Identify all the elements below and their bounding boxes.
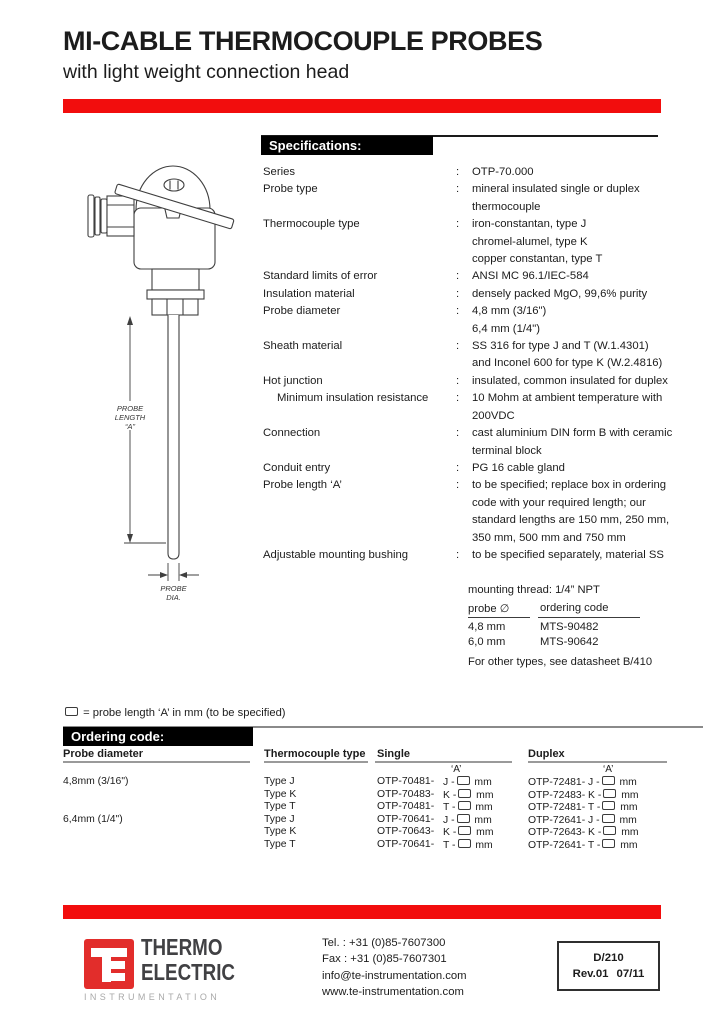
spec-colon: : xyxy=(456,479,460,492)
ordering-col-duplex: Duplex xyxy=(528,748,565,760)
spec-row xyxy=(263,338,671,373)
spec-label: Probe diameter xyxy=(263,305,341,318)
spec-row xyxy=(263,286,671,303)
cell-thermocouple-type: Type T xyxy=(264,801,296,813)
mounting-bushing-block xyxy=(468,584,693,668)
length-box-icon xyxy=(602,814,615,823)
ordering-row xyxy=(63,839,669,852)
length-box-icon xyxy=(457,776,470,785)
spec-label: Conduit entry xyxy=(263,461,331,474)
mounting-row xyxy=(468,621,693,636)
spec-value-line: to be specified; replace box in ordering xyxy=(472,479,667,492)
mounting-footnote: For other types, see datasheet B/410 xyxy=(468,656,653,668)
spec-value-line: and Inconel 600 for type K (W.2.4816) xyxy=(472,357,663,370)
spec-value xyxy=(472,547,671,564)
doc-code: D/210 xyxy=(593,952,624,964)
company-name-line1: THERMO xyxy=(141,934,223,960)
spec-value xyxy=(472,268,671,285)
spec-row xyxy=(263,303,671,338)
cell-thermocouple-type: Type J xyxy=(264,776,295,787)
length-label xyxy=(115,404,146,431)
svg-text:DIA.: DIA. xyxy=(166,593,181,602)
ordering-col-probe-diameter: Probe diameter xyxy=(63,748,144,760)
company-tagline: INSTRUMENTATION xyxy=(84,992,221,1002)
spec-value-line: 4,8 mm (3/16") xyxy=(472,305,547,318)
dia-dimension xyxy=(148,563,199,581)
length-box-icon xyxy=(602,801,615,810)
top-accent-bar xyxy=(63,99,661,113)
spec-value-line: ANSI MC 96.1/IEC-584 xyxy=(472,270,589,283)
mounting-col-ordering-code: ordering code xyxy=(540,602,609,614)
spec-value-line: 350 mm, 500 mm and 750 mm xyxy=(472,531,626,544)
spec-value xyxy=(472,216,671,268)
mounting-table-rows xyxy=(468,621,693,650)
cell-single-code: OTP-70641- xyxy=(377,839,435,850)
contact-website[interactable]: www.te-instrumentation.com xyxy=(322,986,464,999)
spec-value-line: terminal block xyxy=(472,444,542,457)
spec-value-line: thermocouple xyxy=(472,200,541,213)
spec-value-line: chromel-alumel, type K xyxy=(472,235,588,248)
mounting-ordering-code: MTS-90482 xyxy=(540,621,599,633)
cell-single-code: OTP-70481- xyxy=(377,801,435,813)
spec-colon: : xyxy=(456,374,460,387)
spec-value-line: 10 Mohm at ambient temperature with xyxy=(472,392,663,405)
spec-colon: : xyxy=(456,548,460,561)
dia-label xyxy=(160,584,187,602)
collar xyxy=(147,290,204,299)
cell-thermocouple-type: Type J xyxy=(264,813,295,825)
mounting-row xyxy=(468,636,693,651)
mounting-col-probe-dia: probe ∅ xyxy=(468,603,510,615)
te-monogram-icon xyxy=(84,939,134,989)
spec-label: Adjustable mounting bushing xyxy=(263,548,409,561)
duplex-a-label: ‘A’ xyxy=(603,764,614,775)
spec-colon: : xyxy=(456,166,460,178)
col-rule xyxy=(264,761,368,763)
length-box-icon xyxy=(458,801,471,810)
length-box-icon xyxy=(65,707,78,716)
neck xyxy=(152,269,199,290)
gland-body xyxy=(107,196,134,236)
cell-probe-diameter: 6,4mm (1/4") xyxy=(63,813,123,825)
spec-label: Sheath material xyxy=(263,340,343,353)
spec-label: Minimum insulation resistance xyxy=(277,392,429,405)
cell-single-suffix: T - mm xyxy=(443,802,493,814)
ordering-row xyxy=(63,814,669,827)
spec-label: Series xyxy=(263,166,296,178)
spec-row xyxy=(263,164,671,181)
spec-value xyxy=(472,286,671,303)
ordering-col-single: Single xyxy=(377,748,411,760)
svg-text:PROBE: PROBE xyxy=(160,584,187,593)
length-box-icon xyxy=(458,826,471,835)
spec-value-line: OTP-70.000 xyxy=(472,166,534,178)
spec-value-line: densely packed MgO, 99,6% purity xyxy=(472,287,648,300)
company-name xyxy=(141,935,235,985)
spec-row xyxy=(263,390,671,425)
cell-single-code: OTP-70483- xyxy=(377,788,435,800)
spec-row xyxy=(263,268,671,285)
cell-thermocouple-type: Type K xyxy=(264,826,297,838)
specifications-header-bar: Specifications: xyxy=(261,136,433,155)
bottom-accent-bar xyxy=(63,905,661,919)
spec-value xyxy=(472,390,671,425)
spec-colon: : xyxy=(456,392,460,405)
spec-colon: : xyxy=(456,461,460,474)
svg-text:PROBE: PROBE xyxy=(116,404,144,413)
spec-value xyxy=(472,181,671,216)
mounting-thread-title: mounting thread: 1/4” NPT xyxy=(468,584,600,596)
spec-colon: : xyxy=(456,305,460,318)
gland-ridge xyxy=(95,197,100,235)
mounting-ordering-code: MTS-90642 xyxy=(540,635,599,648)
spec-value-line: insulated, common insulated for duplex xyxy=(472,374,668,387)
mounting-probe-dia: 4,8 mm xyxy=(468,621,506,633)
contact-tel: Tel. : +31 (0)85-7607300 xyxy=(322,937,446,949)
cell-single-code: OTP-70641- xyxy=(377,813,435,825)
cell-single-suffix: J - mm xyxy=(443,777,492,788)
ordering-row xyxy=(63,776,669,789)
cell-single-code: OTP-70481- xyxy=(377,776,435,787)
spec-label: Connection xyxy=(263,427,321,440)
ordering-header-bar: Ordering code: xyxy=(63,727,253,746)
cell-duplex-code: OTP-72481- J - mm xyxy=(528,777,637,788)
ordering-table xyxy=(63,748,669,854)
cell-duplex-code: OTP-72483- K - mm xyxy=(528,789,639,801)
spec-value xyxy=(472,460,671,477)
spec-value-line: 6,4 mm (1/4") xyxy=(472,322,541,335)
mounting-table-header xyxy=(468,602,693,617)
spec-value-line: copper constantan, type T xyxy=(472,253,603,266)
spec-label: Insulation material xyxy=(263,287,355,300)
spec-label: Thermocouple type xyxy=(263,218,360,231)
gland-ridge xyxy=(101,199,107,233)
contact-block xyxy=(322,935,467,1001)
contact-fax: Fax : +31 (0)85-7607301 xyxy=(322,953,447,966)
ordering-row xyxy=(63,826,669,839)
spec-value-line: mineral insulated single or duplex xyxy=(472,183,640,196)
doc-rev-date: 07/11 xyxy=(616,968,645,980)
spec-row xyxy=(263,425,671,460)
length-box-icon xyxy=(602,839,615,848)
spec-value xyxy=(472,164,671,181)
page-title: MI-CABLE THERMOCOUPLE PROBES xyxy=(63,26,543,56)
doc-revision: Rev.01 xyxy=(572,968,609,980)
length-box-icon xyxy=(458,789,471,798)
mounting-probe-dia: 6,0 mm xyxy=(468,635,506,648)
spec-colon: : xyxy=(456,427,460,440)
ordering-legend xyxy=(63,707,286,719)
spec-label: Hot junction xyxy=(263,374,323,387)
spec-row xyxy=(263,460,671,477)
col-rule xyxy=(528,761,667,763)
spec-colon: : xyxy=(456,340,460,353)
cell-thermocouple-type: Type T xyxy=(264,839,296,850)
spec-colon: : xyxy=(456,218,460,231)
lid-screw xyxy=(164,179,184,191)
gland-ridge xyxy=(88,195,94,237)
spec-row xyxy=(263,181,671,216)
probe-sheath xyxy=(168,315,179,559)
spec-row xyxy=(263,216,671,268)
spec-value xyxy=(472,373,671,390)
ordering-row xyxy=(63,801,669,814)
contact-email[interactable]: info@te-instrumentation.com xyxy=(322,969,467,982)
length-box-icon xyxy=(603,789,616,798)
spec-value xyxy=(472,477,671,547)
probe-drawing xyxy=(80,158,245,603)
spec-value-line: code with your required length; our xyxy=(472,496,646,509)
cell-single-suffix: K - mm xyxy=(443,789,494,801)
doc-revision-line xyxy=(559,966,658,982)
length-box-icon xyxy=(602,776,615,785)
cell-probe-diameter: 4,8mm (3/16") xyxy=(63,776,129,787)
spec-value-line: PG 16 cable gland xyxy=(472,461,565,474)
cell-duplex-code: OTP-72643- K - mm xyxy=(528,827,639,839)
ordering-row xyxy=(63,789,669,802)
cell-duplex-code: OTP-72481- T - mm xyxy=(528,802,638,814)
col-rule xyxy=(63,761,250,763)
cell-single-suffix: J - mm xyxy=(443,814,492,826)
length-box-icon xyxy=(458,839,471,848)
spec-label: Probe type xyxy=(263,183,318,196)
doc-ref-box xyxy=(557,941,660,991)
cell-duplex-code: OTP-72641- T - mm xyxy=(528,840,638,851)
spec-value-line: cast aluminium DIN form B with ceramic xyxy=(472,427,673,440)
svg-text:“A”: “A” xyxy=(125,422,135,431)
spec-colon: : xyxy=(456,270,460,283)
company-logo xyxy=(84,939,134,989)
spec-colon: : xyxy=(456,183,460,196)
company-name-line2: ELECTRIC xyxy=(141,959,235,985)
specifications-list xyxy=(263,164,671,564)
hex-nut xyxy=(152,299,198,315)
cell-duplex-code: OTP-72641- J - mm xyxy=(528,814,637,826)
spec-value-line: SS 316 for type J and T (W.1.4301) xyxy=(472,340,649,353)
spec-value-line: 200VDC xyxy=(472,409,515,422)
svg-text:LENGTH: LENGTH xyxy=(114,413,146,422)
spec-value-line: standard lengths are 150 mm, 250 mm, xyxy=(472,514,670,527)
cell-single-suffix: K - mm xyxy=(443,827,494,839)
spec-value-line: iron-constantan, type J xyxy=(472,218,587,231)
spec-row xyxy=(263,373,671,390)
ordering-col-thermocouple-type: Thermocouple type xyxy=(264,748,366,760)
page-subtitle: with light weight connection head xyxy=(63,61,350,83)
length-box-icon xyxy=(457,814,470,823)
ordering-legend-text: = probe length ‘A’ in mm (to be specified) xyxy=(83,707,286,719)
cell-single-code: OTP-70643- xyxy=(377,826,435,838)
spec-value-line: to be specified separately, material SS xyxy=(472,548,664,561)
col-rule xyxy=(375,761,512,763)
spec-value xyxy=(472,425,671,460)
cell-thermocouple-type: Type K xyxy=(264,788,297,800)
spec-row xyxy=(263,547,671,564)
spec-value xyxy=(472,303,671,338)
length-box-icon xyxy=(603,826,616,835)
spec-label: Probe length ‘A’ xyxy=(263,479,342,492)
spec-colon: : xyxy=(456,287,460,300)
spec-value xyxy=(472,338,671,373)
spec-row xyxy=(263,477,671,547)
spec-label: Standard limits of error xyxy=(263,270,378,283)
cell-single-suffix: T - mm xyxy=(443,840,493,851)
single-a-label: ‘A’ xyxy=(451,764,462,775)
